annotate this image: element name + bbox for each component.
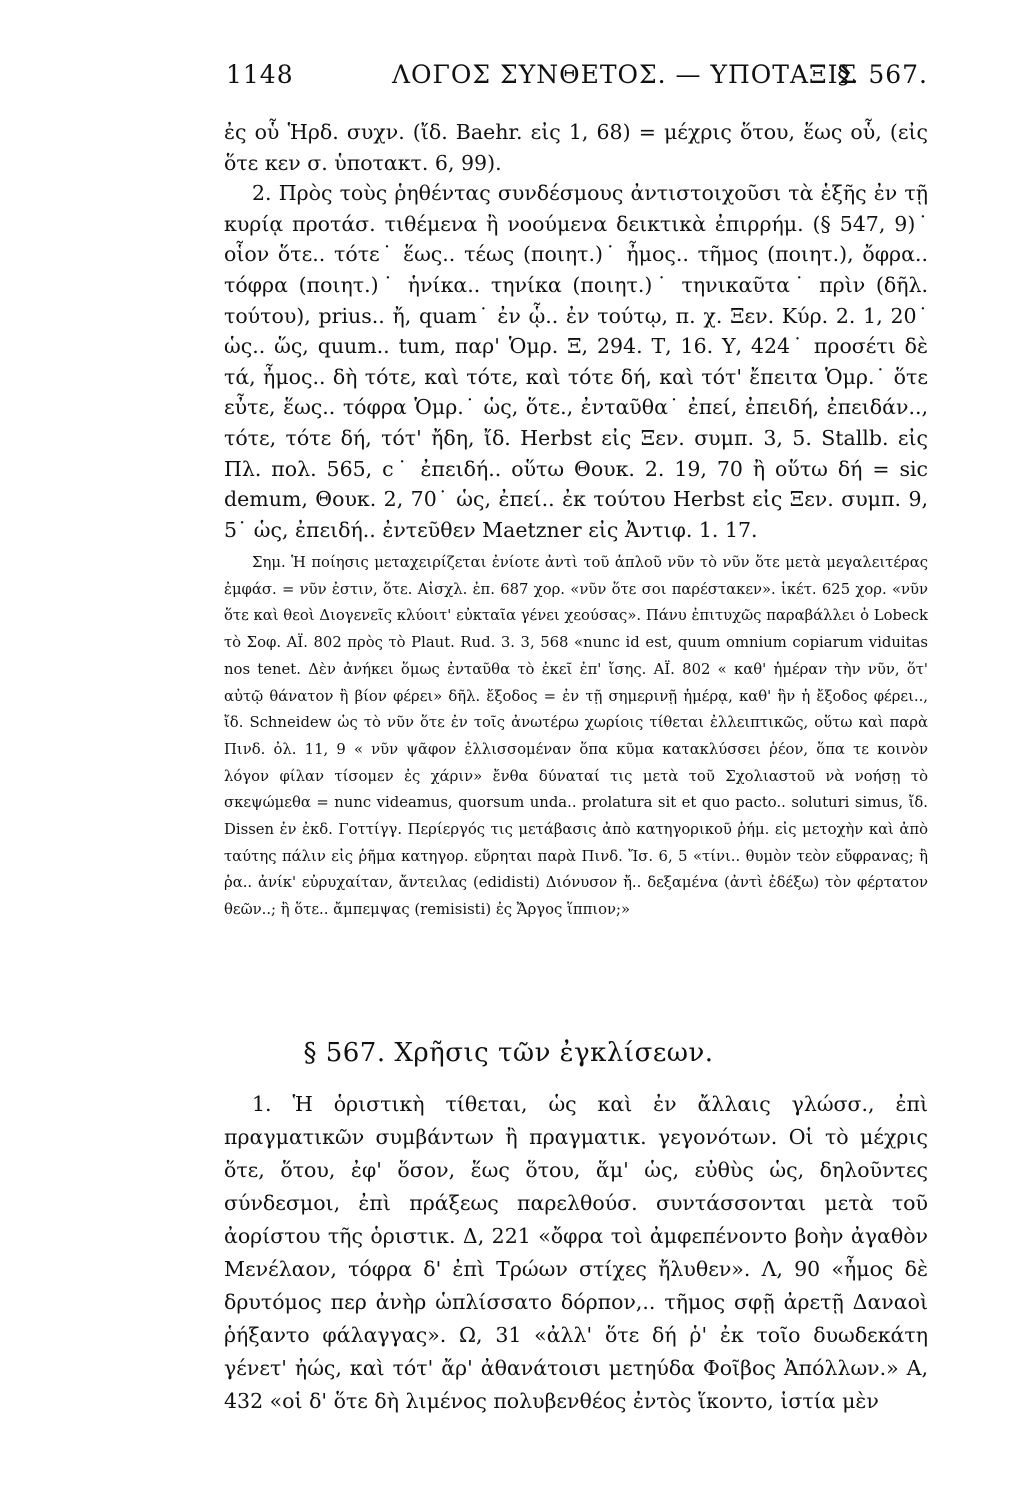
page-number: 1148 (226, 60, 294, 89)
running-header (226, 60, 928, 100)
section-marker: §. 567. (836, 60, 928, 89)
section-heading: § 567. Χρῆσις τῶν ἐγκλίσεων. (303, 1038, 714, 1068)
paragraph-2: 2. Πρὸς τοὺς ῥηθέντας συνδέσμους ἀντιστοιχοῦσι τὰ ἑξῆς ἐν τῇ κυρίᾳ προτάσ. τιθέμενα ἢ νοούμενα δεικτικὰ ἐπιρρήμ. (§ 547, 9)˙ οἷον ὅτε.. τότε˙ ἕως.. τέως (ποιητ.)˙ ἦμος.. τῆμος (ποιητ.), ὄφρα.. τόφρα (ποιητ.)˙ ἡνίκα.. τηνίκα (ποιητ.)˙ τηνικαῦτα˙ πρὶν (δῆλ. τούτου), prius.. ἤ, quam˙ ἐν ᾧ.. ἐν τούτῳ, π. χ. Ξεν. Κύρ. 2. 1, 20˙ ὡς.. ὥς, quum.. tum, παρ' Ὁμρ. Ξ, 294. Τ, 16. Υ, 424˙ προσέτι δὲ τά, ἦμος.. δὴ τότε, καὶ τότε, καὶ τότε δή, καὶ τότ' ἔπειτα Ὁμρ.˙ ὅτε εὖτε, ἕως.. τόφρα Ὁμρ.˙ ὡς, ὅτε., ἐνταῦθα˙ ἐπεί, ἐπειδή, ἐπειδάν.., τότε, τότε δή, τότ' ἤδη, ἴδ. Herbst εἰς Ξεν. συμπ. 3, 5. Stallb. εἰς Πλ. πολ. 565, c˙ ἐπειδή.. οὕτω Θουκ. 2. 19, 70 ἢ οὕτω δή = sic demum, Θουκ. 2, 70˙ ὡς, ἐπεί.. ἐκ τούτου Herbst εἰς Ξεν. συμπ. 9, 5˙ ὡς, ἐπειδή.. ἐντεῦθεν Maetzner εἰς Ἀντιφ. 1. 17. (224, 181, 928, 542)
section-567-text (224, 1088, 928, 1418)
paragraph-continuation: ἐς οὗ Ἡρδ. συχν. (ἴδ. Baehr. εἰς 1, 68) = μέχρις ὅτου, ἕως οὗ, (εἰς ὅτε κεν σ. ὑποτακτ. 6, 99). (224, 120, 928, 175)
remark-note (224, 550, 928, 924)
running-title: ΛΟΓΟΣ ΣΥΝΘΕΤΟΣ. — ΥΠΟΤΑΞΙΣ (392, 60, 858, 89)
main-text (224, 117, 928, 545)
paragraph-1-indicative: 1. Ἡ ὁριστικὴ τίθεται, ὡς καὶ ἐν ἄλλαις γλώσσ., ἐπὶ πραγματικῶν συμβάντων ἢ πραγματικ. γεγονότων. Οἱ τὸ μέχρις ὅτε, ὅτου, ἐφ' ὅσον, ἕως ὅτου, ἅμ' ὡς, εὐθὺς ὡς, δηλοῦντες σύνδεσμοι, ἐπὶ πράξεως παρελθούσ. συντάσσονται μετὰ τοῦ ἀορίστου τῆς ὁριστικ. Δ, 221 «ὄφρα τοὶ ἀμφεπένοντο βοὴν ἀγαθὸν Μενέλαον, τόφρα δ' ἐπὶ Τρώων στίχες ἤλυθεν». Λ, 90 «ἦμος δὲ δρυτόμος περ ἀνὴρ ὡπλίσσατο δόρπον,.. τῆμος σφῇ ἀρετῇ Δαναοὶ ῥήξαντο φάλαγγας». Ω, 31 «ἀλλ' ὅτε δή ῥ' ἐκ τοῖο δυωδεκάτη γένετ' ἠώς, καὶ τότ' ἄρ' ἀθανάτοισι μετηύδα Φοῖβος Ἀπόλλων.» Α, 432 «οἱ δ' ὅτε δὴ λιμένος πολυβενθέος ἐντὸς ἵκοντο, ἱστία μὲν (224, 1092, 928, 1413)
remark-text: Σημ. Ἡ ποίησις μεταχειρίζεται ἐνίοτε ἀντὶ τοῦ ἁπλοῦ νῦν τὸ νῦν ὅτε μετὰ μεγαλειτέρας ἐμφάσ. = νῦν ἐστιν, ὅτε. Αἰσχλ. ἐπ. 687 χορ. «νῦν ὅτε σοι παρέστακεν». ἱκέτ. 625 χορ. «νῦν ὅτε καὶ θεοὶ Διογενεῖς κλύοιτ' εὐκταῖα γένει χεούσας». Πάνυ ἐπιτυχῶς παραβάλλει ὁ Lobeck τὸ Σοφ. ΑΪ. 802 πρὸς τὸ Plaut. Rud. 3. 3, 568 «nunc id est, quum omnium copiarum viduitas nos tenet. Δὲν ἀνήκει ὅμως ἐνταῦθα τὸ ἐκεῖ ἐπ' ἴσης. ΑΪ. 802 « καθ' ἡμέραν τὴν νῦν, ὅτ' αὐτῷ θάνατον ἢ βίον φέρει» δῆλ. ἔξοδος = ἐν τῇ σημερινῇ ἡμέρᾳ, καθ' ἣν ἡ ἔξοδος φέρει.., ἴδ. Schneidew ὡς τὸ νῦν ὅτε ἐν τοῖς ἀνωτέρω χωρίοις τίθεται ἐλλειπτικῶς, οὕτω καὶ παρὰ Πινδ. ὀλ. 11, 9 « νῦν ψᾶφον ἑλλισσομέναν ὅπα κῦμα κατακλύσσει ῥέον, ὅπα τε κοινὸν λόγον φίλαν τίσομεν ἐς χάριν» ἔνθα δύναταί τις μετὰ τοῦ Σχολιαστοῦ νὰ νοήσῃ τὸ σκεψώμεθα = nunc videamus, quorsum unda.. prolatura sit et quo pacto.. soluturi simus, ἴδ. Dissen ἐν ἐκδ. Γοττίγγ. Περίεργός τις μετάβασις ἀπὸ κατηγορικοῦ ῥήμ. εἰς μετοχὴν καὶ ἀπὸ ταύτης πάλιν εἰς ῥῆμα κατηγορ. εὕρηται παρὰ Πινδ. Ἴσ. 6, 5 «τίνι.. θυμὸν τεὸν εὔφρανας; ἢ ῥα.. ἀνίκ' εὐρυχαίταν, ἄντειλας (edidisti) Διόνυσον ἤ.. δεξαμένα (ἀντὶ ἐδέξω) τὸν φέρτατον θεῶν..; ἢ ὅτε.. ἄμπεμψας (remisisti) ἐς Ἄργος ἵππιον;» (224, 554, 928, 919)
